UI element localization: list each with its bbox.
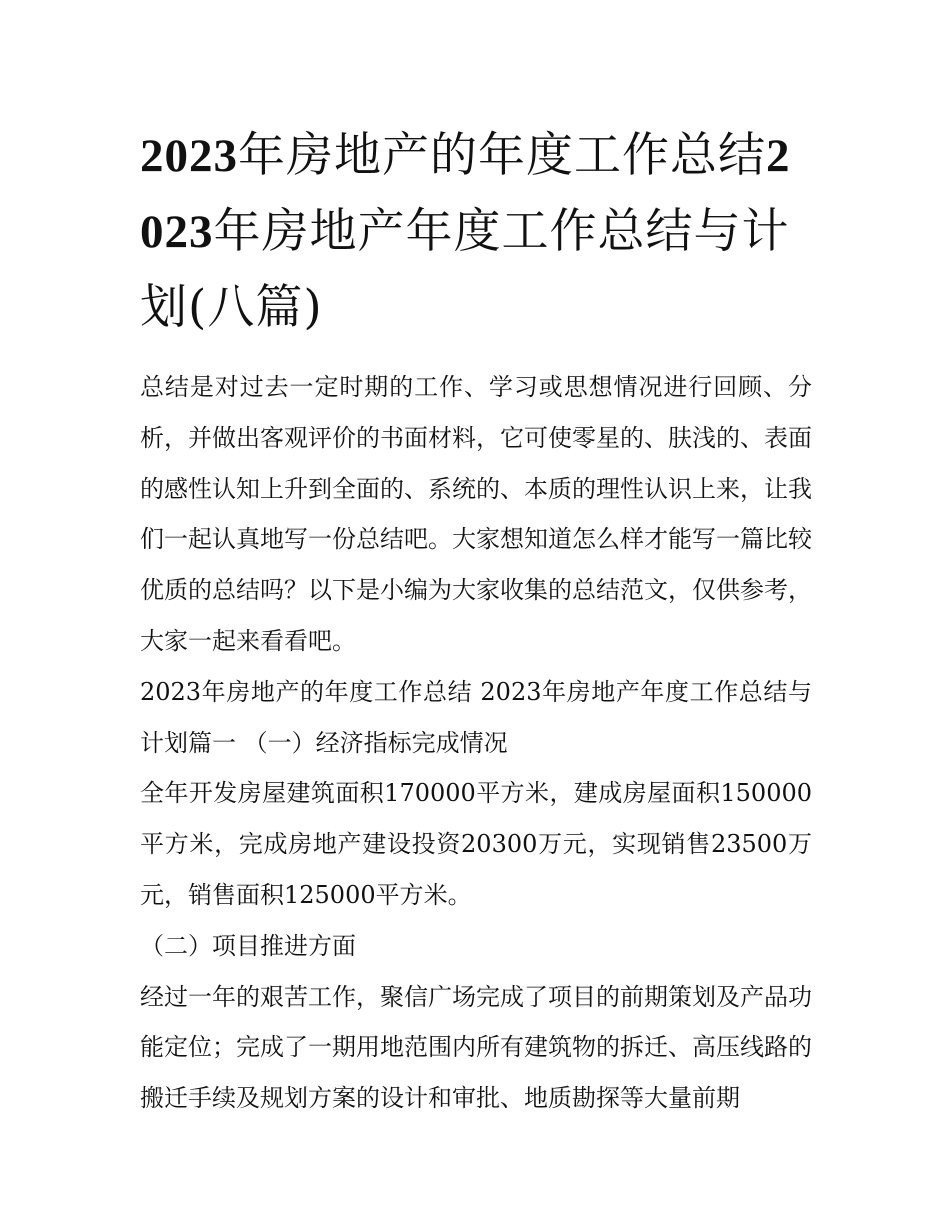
paragraph-section-heading-2: （二）项目推进方面 <box>140 931 356 960</box>
paragraph-project-progress: 经过一年的艰苦工作，聚信广场完成了项目的前期策划及产品功能定位；完成了一期用地范围内所有建筑物的拆迁、高压线路的搬迁手续及规划方案的设计和审批、地质勘探等大量前期 <box>140 982 812 1113</box>
document-page <box>140 118 812 1124</box>
title-text-2: 年房地产年度工作总结与计划(八篇) <box>140 204 790 335</box>
paragraph-intro: 总结是对过去一定时期的工作、学习或思想情况进行回顾、分析，并做出客观评价的书面材料，它可使零星的、肤浅的、表面的感性认知上升到全面的、系统的、本质的理性认识上来，让我们一起认真地写一份总结吧。大家想知道怎么样才能写一篇比较优质的总结吗？以下是小编为大家收集的总结范文，仅供参考，大家一起来看看吧。 <box>140 373 812 655</box>
title-year-2: 2023 <box>140 130 791 258</box>
title-text-1: 年房地产的年度工作总结 <box>238 128 766 183</box>
paragraph-economic-indicators: 全年开发房屋建筑面积170000平方米，建成房屋面积150000平方米，完成房地产建设投资20300万元，实现销售23500万元，销售面积125000平方米。 <box>140 779 812 909</box>
paragraph-section-heading-1: 2023年房地产的年度工作总结 2023年房地产年度工作总结与计划篇一 （一）经济指标完成情况 <box>140 677 812 757</box>
document-title <box>140 118 812 346</box>
title-year-1: 2023 <box>140 130 238 182</box>
